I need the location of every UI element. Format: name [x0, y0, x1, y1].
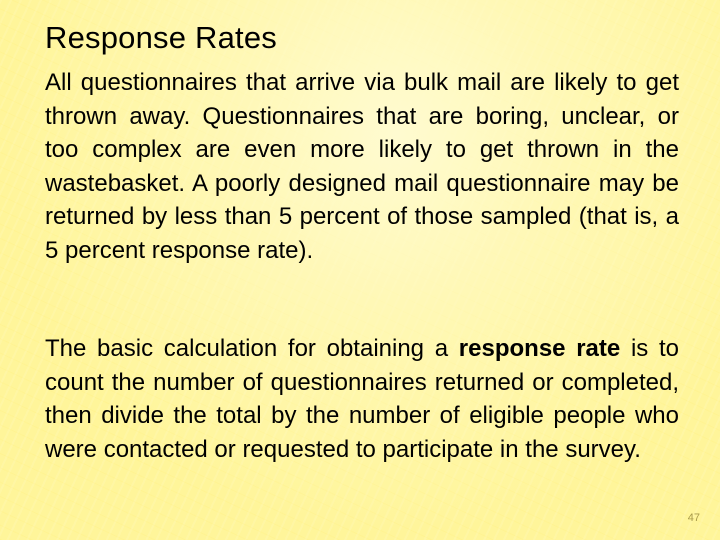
response-rate-term: response rate — [458, 335, 621, 362]
paragraph-bulk-mail: All questionnaires that arrive via bulk mail are likely to get thrown away. Questionnaires that are boring, unclear, or too complex are even more likely to get thrown in the wastebasket. A poorly designed mail questionnaire may be returned by less than 5 percent of those sampled (that is, a 5 percent response rate). — [45, 69, 679, 264]
paragraph-text-after: is to count the number of questionnaires returned or completed, then divide the total by the number of eligible people who were contacted or requested to participate in the survey. — [45, 335, 680, 463]
page-number: 47 — [687, 512, 700, 524]
paragraph-response-rate-calculation — [45, 332, 679, 466]
paragraph-text-before: The basic calculation for obtaining a — [45, 335, 459, 362]
slide-title: Response Rates — [45, 20, 277, 55]
